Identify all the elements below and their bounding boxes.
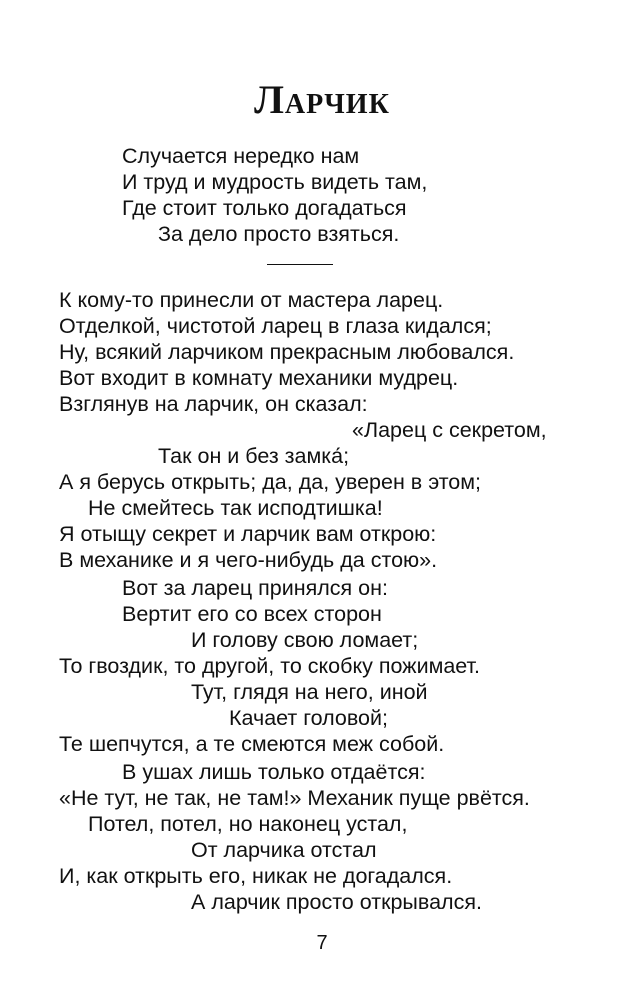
poem-line: То гвоздик, то другой, то скобку пожимает. <box>59 654 480 678</box>
poem-line: И, как открыть его, никак не догадался. <box>59 864 453 888</box>
poem-line: «Не тут, не так, не там!» Механик пуще рвётся. <box>59 786 530 810</box>
poem-line: Не смейтесь так исподтишка! <box>88 496 383 520</box>
poem-line: Вот за ларец принялся он: <box>122 576 388 600</box>
page-number: 7 <box>316 932 328 954</box>
epigraph-line: Случается нередко нам <box>122 144 360 168</box>
poem-line: Взглянув на ларчик, он сказал: <box>59 392 368 416</box>
poem-line: А ларчик просто открывался. <box>191 890 482 914</box>
poem-line: Отделкой, чистотой ларец в глаза кидался; <box>59 314 492 338</box>
poem-line: В механике и я чего-нибудь да стою». <box>59 548 438 572</box>
section-divider <box>267 264 333 265</box>
poem-line: Я отыщу секрет и ларчик вам открою: <box>59 522 437 546</box>
epigraph-line: И труд и мудрость видеть там, <box>122 170 428 194</box>
poem-line: Вот входит в комнату механики мудрец. <box>59 366 459 390</box>
poem-line: А я берусь открыть; да, да, уверен в этом; <box>59 470 482 494</box>
poem-line: И голову свою ломает; <box>191 628 419 652</box>
epigraph-line: За дело просто взяться. <box>158 222 400 246</box>
poem-line: Те шепчутся, а те смеются меж собой. <box>59 732 445 756</box>
poem-title: Ларчик <box>254 77 390 122</box>
poem-line: Потел, потел, но наконец устал, <box>88 812 408 836</box>
poem-line: Вертит его со всех сторон <box>122 602 382 626</box>
epigraph-line: Где стоит только догадаться <box>122 196 407 220</box>
poem-line: К кому-то принесли от мастера ларец. <box>59 288 444 312</box>
poem-line: «Ларец с секретом, <box>352 418 547 442</box>
poem-line: Ну, всякий ларчиком прекрасным любовался. <box>59 340 515 364</box>
poem-line: Тут, глядя на него, иной <box>191 680 428 704</box>
poem-line: В ушах лишь только отдаётся: <box>122 760 426 784</box>
poem-line: Так он и без замка́; <box>158 444 350 468</box>
poem-line: Качает головой; <box>229 706 388 730</box>
poem-line: От ларчика отстал <box>191 838 377 862</box>
